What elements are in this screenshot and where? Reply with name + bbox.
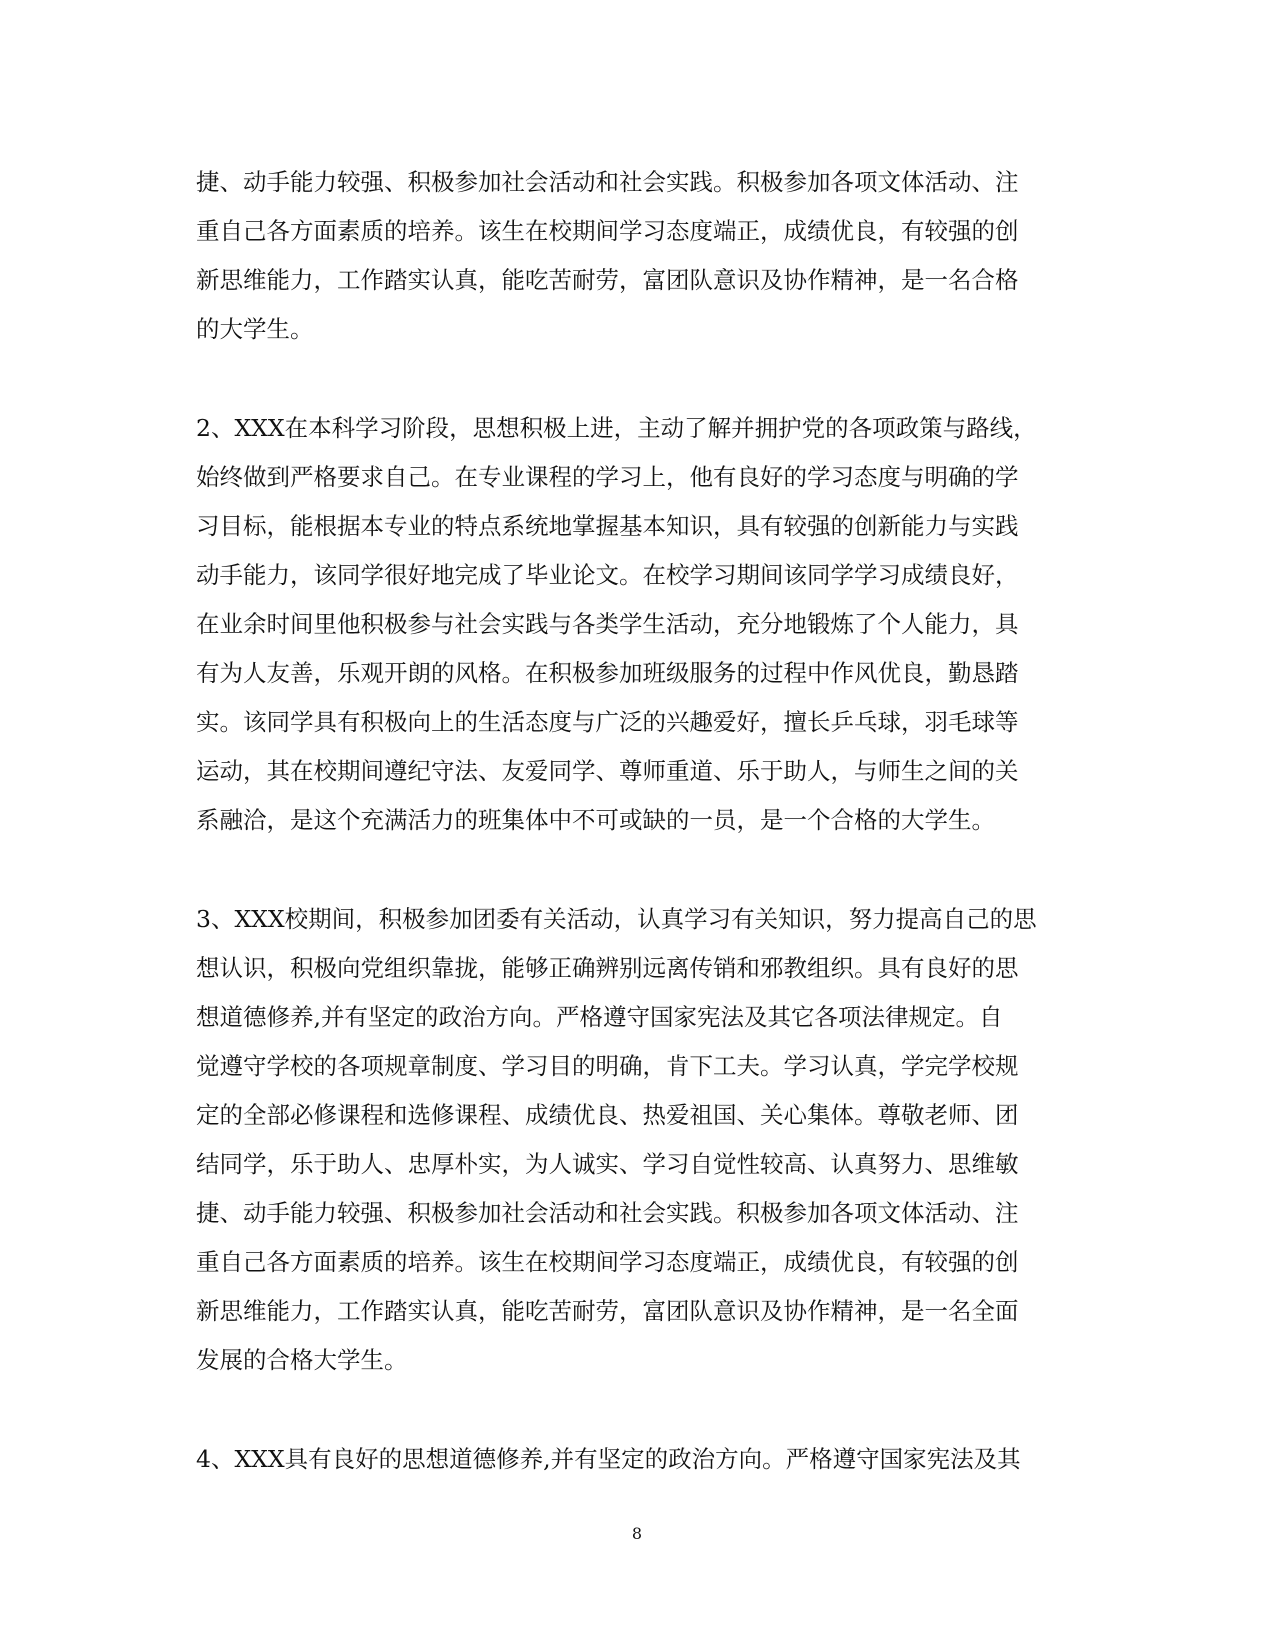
text-line: 动手能力，该同学很好地完成了毕业论文。在校学习期间该同学学习成绩良好， [196,561,1019,589]
text-line: 新思维能力，工作踏实认真，能吃苦耐劳，富团队意识及协作精神，是一名合格 [196,266,1019,294]
paragraph-spacer [196,1385,1076,1435]
text-line: 有为人友善，乐观开朗的风格。在积极参加班级服务的过程中作风优良，勤恳踏 [196,659,1019,687]
paragraph-2 [196,404,1076,845]
text-line: 发展的合格大学生。 [196,1346,408,1374]
text-line: 运动，其在校期间遵纪守法、友爱同学、尊师重道、乐于助人，与师生之间的关 [196,757,1019,785]
text-line: 重自己各方面素质的培养。该生在校期间学习态度端正，成绩优良，有较强的创 [196,217,1019,245]
text-line: 觉遵守学校的各项规章制度、学习目的明确，肯下工夫。学习认真，学完学校规 [196,1052,1019,1080]
text-line: 实。该同学具有积极向上的生活态度与广泛的兴趣爱好，擅长乒乓球，羽毛球等 [196,708,1019,736]
document-body [196,158,1076,1484]
text-line: 想道德修养,并有坚定的政治方向。严格遵守国家宪法及其它各项法律规定。自 [196,1003,1003,1031]
text-line: 重自己各方面素质的培养。该生在校期间学习态度端正，成绩优良，有较强的创 [196,1248,1019,1276]
text-line: 新思维能力，工作踏实认真，能吃苦耐劳，富团队意识及协作精神，是一名全面 [196,1297,1019,1325]
paragraph-1 [196,158,1076,354]
text-line: 想认识，积极向党组织靠拢，能够正确辨别远离传销和邪教组织。具有良好的思 [196,954,1019,982]
paragraph-spacer [196,354,1076,404]
text-line: 在业余时间里他积极参与社会实践与各类学生活动，充分地锻炼了个人能力，具 [196,610,1019,638]
text-line: 捷、动手能力较强、积极参加社会活动和社会实践。积极参加各项文体活动、注 [196,1199,1019,1227]
text-line: 的大学生。 [196,315,314,343]
text-line: 定的全部必修课程和选修课程、成绩优良、热爱祖国、关心集体。尊敬老师、团 [196,1101,1019,1129]
text-line: 4、XXX具有良好的思想道德修养,并有坚定的政治方向。严格遵守国家宪法及其 [196,1445,1021,1473]
paragraph-4 [196,1435,1076,1484]
text-line: 习目标，能根据本专业的特点系统地掌握基本知识，具有较强的创新能力与实践 [196,512,1019,540]
text-line: 始终做到严格要求自己。在专业课程的学习上，他有良好的学习态度与明确的学 [196,463,1019,491]
text-line: 结同学，乐于助人、忠厚朴实，为人诚实、学习自觉性较高、认真努力、思维敏 [196,1150,1019,1178]
paragraph-spacer [196,845,1076,895]
text-line: 捷、动手能力较强、积极参加社会活动和社会实践。积极参加各项文体活动、注 [196,168,1019,196]
page-number: 8 [631,1524,643,1543]
text-line: 系融洽，是这个充满活力的班集体中不可或缺的一员，是一个合格的大学生。 [196,806,995,834]
text-line: 2、XXX在本科学习阶段，思想积极上进，主动了解并拥护党的各项政策与路线， [196,414,1037,442]
paragraph-3 [196,895,1076,1385]
text-line: 3、XXX校期间，积极参加团委有关活动，认真学习有关知识，努力提高自己的思 [196,905,1037,933]
